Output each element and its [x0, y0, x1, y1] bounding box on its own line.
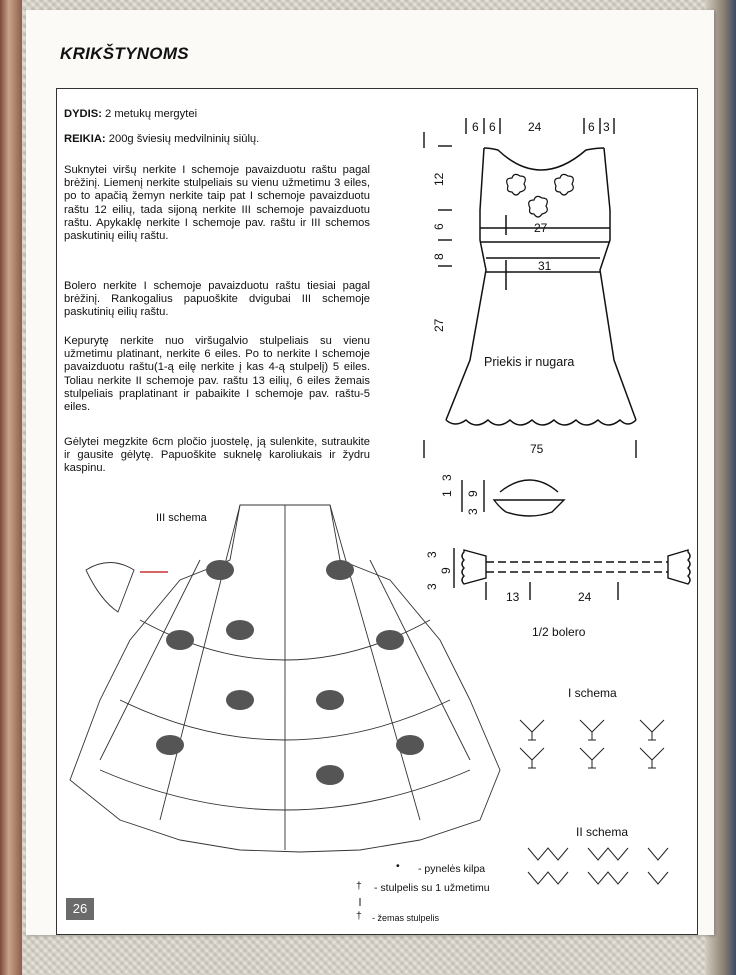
schema-3-label: III schema — [156, 512, 207, 524]
bolero-label: 1/2 bolero — [532, 625, 586, 639]
dim-hem: 75 — [530, 442, 544, 456]
dim-left-27: 27 — [432, 318, 446, 332]
bolero-dim-24: 24 — [578, 590, 592, 604]
hat-dim-9: 9 — [466, 490, 480, 497]
dim-waist-upper: 27 — [534, 221, 548, 235]
schema-2-label: II schema — [576, 825, 629, 839]
dress-instructions: Suknytei viršų nerkite I schemoje pavaizduotu raštu pagal brėžinį. Liemenį nerkite stulpeliais su vienu užmetimu 3 eiles, po to apačią žemyn nerkite taip pat I schemoje pavaizduotu raštu 12 eilių, tada sijoną nerkite III schemoje pavaizduotu raštu. Apykaklę nerkite I schemoje pav. raštu ir III schemos paskutinių eilių raštu. — [64, 164, 370, 243]
schema-3-chart — [70, 505, 500, 852]
bolero-instructions: Bolero nerkite I schemoje pavaizduotu raštu tiesiai pagal brėžinį. Rankogalius papuoškite dvigubai III schemoje paskutinių eilių raštu. — [64, 280, 370, 319]
dim-top-3: 24 — [528, 120, 542, 134]
page-number: 26 — [66, 898, 94, 920]
legend-symbol-dc: † — [356, 880, 362, 892]
schema-1-label: I schema — [568, 686, 617, 700]
dim-waist-lower: 31 — [538, 259, 552, 273]
bolero-dim-3a: 3 — [425, 551, 439, 558]
schema-1-pattern — [520, 720, 664, 768]
dim-top-5: 3 — [603, 120, 610, 134]
hat-drawing — [462, 480, 564, 516]
dress-outline — [446, 148, 636, 425]
dim-left-12: 12 — [432, 172, 446, 186]
page-title: KRIKŠTYNOMS — [60, 44, 189, 63]
small-fan — [86, 563, 168, 613]
bolero-dim-3b: 3 — [425, 583, 439, 590]
hat-instructions: Kepurytę nerkite nuo viršugalvio stulpeliais su vienu užmetimu platinant, nerkite 6 eiles. Po to nerkite I schemoje pavaizduotu raštu(1-ą eilę nerkite į kas 4-ą stulpelį) 5 eiles. Toliau nerkite II schemoje pav. raštu 13 eilių, 6 eiles žemais stulpeliais praplatinant ir pabaikite I schemoje pav. raštu-5 eiles. — [64, 335, 370, 414]
legend-symbol-dot: • — [396, 860, 400, 872]
dim-top-2: 6 — [489, 120, 496, 134]
legend-text-dc: - stulpelis su 1 užmetimu — [374, 882, 490, 894]
flower-instructions: Gėlytei megzkite 6cm pločio juostelę, ją sulenkite, sutraukite ir gausite gėlytę. Papuoškite suknelę karoliukais ir žydru kaspinu. — [64, 436, 370, 475]
dress-top-ticks — [466, 118, 614, 134]
bolero-drawing — [454, 548, 690, 600]
dim-top-4: 6 — [588, 120, 595, 134]
size-line: DYDIS: 2 metukų mergytei — [64, 108, 198, 120]
dim-left-8: 8 — [432, 253, 446, 260]
hat-dim-3b: 3 — [466, 508, 480, 515]
materials-line: REIKIA: 200g šviesių medvilninių siūlų. — [64, 133, 260, 145]
dress-label: Priekis ir nugara — [484, 355, 575, 369]
schema-2-pattern — [528, 848, 668, 884]
dim-top-1: 6 — [472, 120, 479, 134]
dim-left-6: 6 — [432, 223, 446, 230]
hat-dim-1: 1 — [440, 490, 454, 497]
hat-dim-3: 3 — [440, 474, 454, 481]
bolero-dim-9: 9 — [439, 567, 453, 574]
bodice-flowers — [507, 174, 574, 217]
legend-text-hdc: - žemas stulpelis — [372, 913, 440, 923]
legend-symbol-hdc: † — [356, 910, 362, 922]
bolero-dim-13: 13 — [506, 590, 520, 604]
legend-text-dot: - pynelės kilpa — [418, 863, 486, 875]
schema-3-shells — [156, 560, 424, 785]
